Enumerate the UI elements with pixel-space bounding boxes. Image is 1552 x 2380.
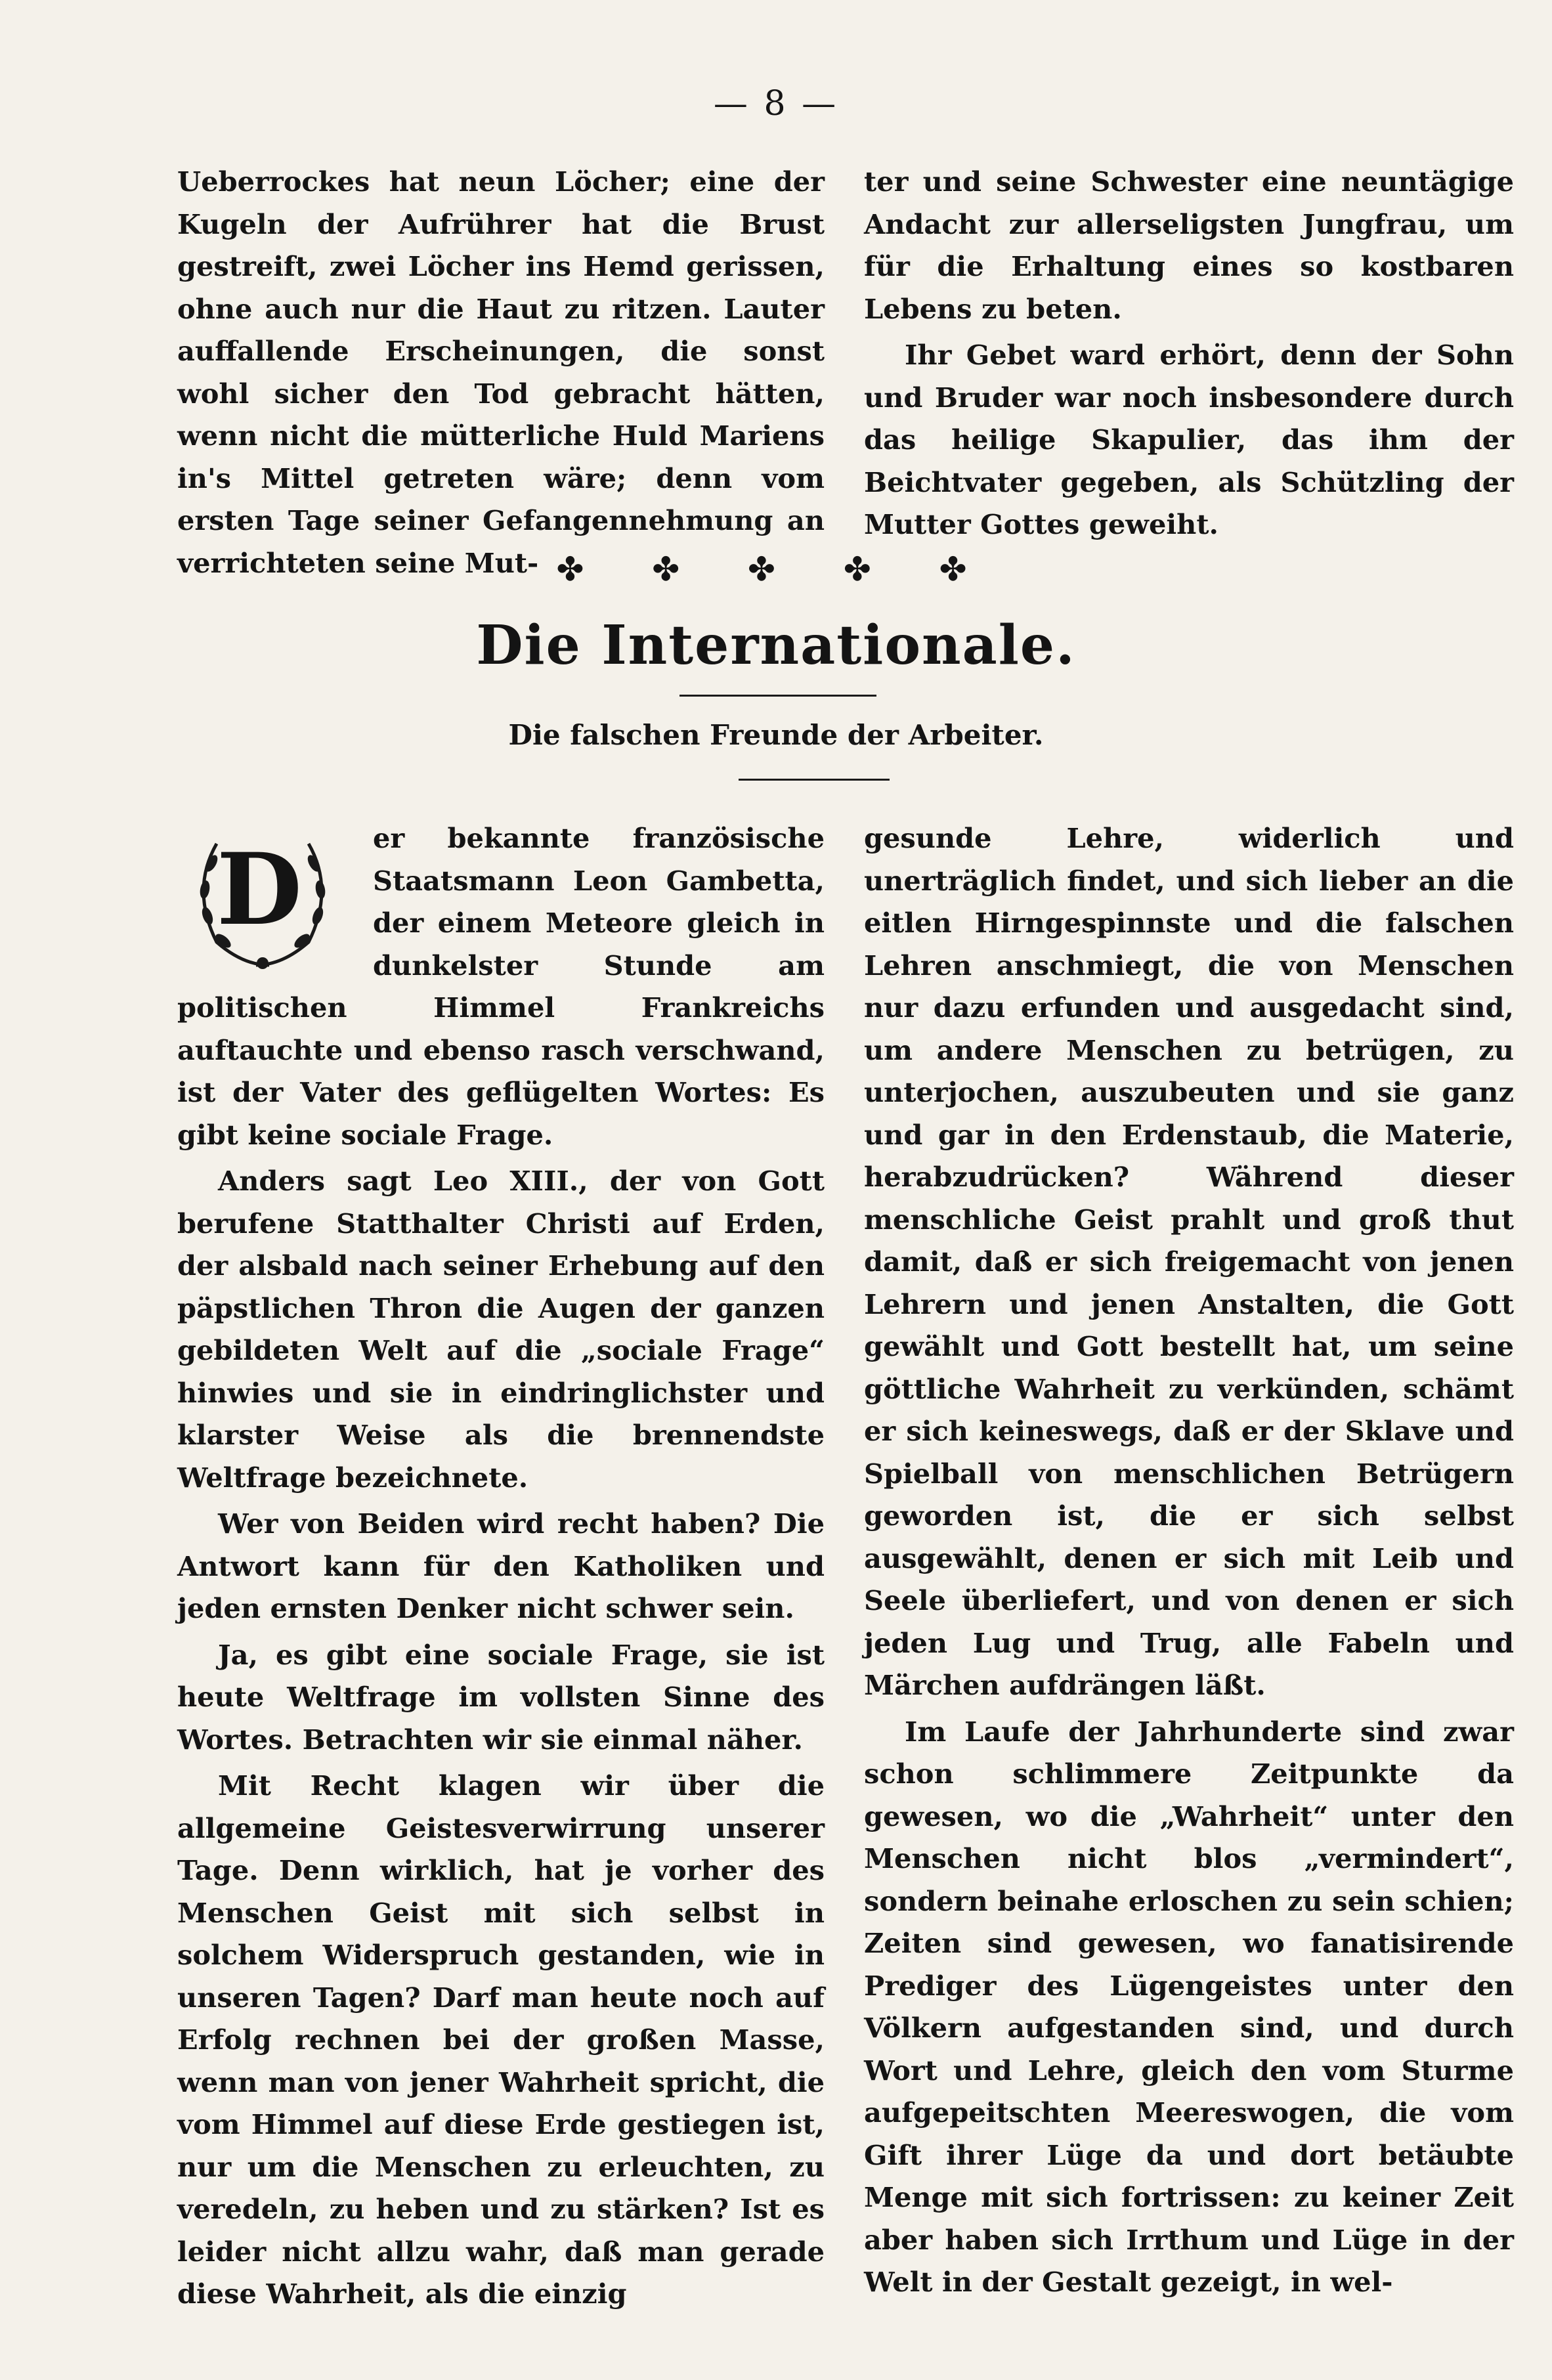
article-subtitle: Die falschen Freunde der Arbeiter.	[508, 719, 1044, 751]
paragraph: gesunde Lehre, widerlich und unerträglich findet, und sich lieber an die eitlen Hirngespinnste und die falschen Lehren anschmiegt, die von Menschen nur dazu erfunden und ausgedacht sind, um andere Menschen zu betrügen, zu unterjochen, auszubeuten und sie ganz und gar in den Erdenstaub, die Materie, herabzudrücken? Während dieser menschliche Geist prahlt und groß thut damit, daß er sich freigemacht von jenen Lehrern und jenen Anstalten, die Gott gewählt und Gott bestellt hat, um seine göttliche Wahrheit zu verkünden, schämt er sich keineswegs, daß er der Sklave und Spielball von menschlichen Betrügern geworden ist, die er sich selbst ausgewählt, denen er sich mit Leib und Seele überliefert, und von denen er sich jeden Lug und Trug, alle Fabeln und Märchen aufdrängen läßt.	[864, 822, 1514, 1701]
paragraph: Ja, es gibt eine sociale Frage, sie ist heute Weltfrage im vollsten Sinne des Wortes. Betrachten wir sie einmal näher.	[177, 1638, 825, 1756]
drop-cap	[177, 817, 368, 982]
paragraph: Mit Recht klagen wir über die allgemeine Geistesverwirrung unserer Tage. Denn wirklich, hat je vorher des Menschen Geist mit sich selbst in solchem Widerspruch gestanden, wie in unseren Tagen? Darf man heute noch auf Erfolg rechnen bei der großen Masse, wenn man von jener Wahrheit spricht, die vom Himmel auf diese Erde gestiegen ist, nur um die Menschen zu erleuchten, zu veredeln, zu heben und zu stärken? Ist es leider nicht allzu wahr, daß man gerade diese Wahrheit, als die einzig	[177, 1769, 825, 2310]
ornament-divider: ✤ ✤ ✤ ✤ ✤	[556, 550, 996, 588]
article-headline: Die Internationale.	[476, 614, 1076, 677]
paragraph: Anders sagt Leo XIII., der von Gott berufene Statthalter Christi auf Erden, der alsbald nach seiner Erhebung auf den päpstlichen Thron die Augen der ganzen gebildeten Welt auf die „sociale Frage“ hinwies und sie in eindringlichster und klarster Weise als die brennendste Weltfrage bezeichnete.	[177, 1165, 825, 1494]
top-right-column	[864, 161, 1514, 546]
paragraph: Wer von Beiden wird recht haben? Die Antwort kann für den Katholiken und jeden ernsten Denker nicht schwer sein.	[177, 1507, 825, 1624]
paragraph: er bekannte französische Staatsmann Leon Gambetta, der einem Meteore gleich in dunkelster Stunde am politischen Himmel Frankreichs auftauchte und ebenso rasch verschwand, ist der Vater des geflügelten Wortes: Es gibt keine sociale Frage.	[177, 822, 825, 1151]
paragraph: Ueberrockes hat neun Löcher; eine der Kugeln der Aufrührer hat die Brust gestreift, zwei Löcher ins Hemd gerissen, ohne auch nur die Haut zu ritzen. Lauter auffallende Erscheinungen, die sonst wohl sicher den Tod gebracht hätten, wenn nicht die mütterliche Huld Mariens in's Mittel getreten wäre; denn vom ersten Tage seiner Gefangennehmung an verrichteten seine Mut-	[177, 165, 825, 579]
drop-cap-letter: D	[216, 832, 303, 947]
paragraph: Ihr Gebet ward erhört, denn der Sohn und Bruder war noch insbesondere durch das heilige Skapulier, das ihm der Beichtvater gegeben, als Schützling der Mutter Gottes geweiht.	[864, 339, 1514, 540]
article-left-column	[177, 817, 825, 2316]
article-right-column	[864, 817, 1514, 2304]
headline-rule	[679, 695, 876, 697]
paragraph: ter und seine Schwester eine neuntägige Andacht zur allerseligsten Jungfrau, um für die Erhaltung eines so kostbaren Lebens zu beten.	[864, 165, 1514, 325]
paragraph: Im Laufe der Jahrhunderte sind zwar schon schlimmere Zeitpunkte da gewesen, wo die „Wahrheit“ unter den Menschen nicht blos „vermindert“, sondern beinahe erloschen zu sein schien; Zeiten sind gewesen, wo fanatisirende Prediger des Lügengeistes unter den Völkern aufgestanden sind, und durch Wort und Lehre, gleich den vom Sturme aufgepeitschten Meereswogen, die vom Gift ihrer Lüge da und dort betäubte Menge mit sich fortrissen: zu keiner Zeit aber haben sich Irrthum und Lüge in der Welt in der Gestalt gezeigt, in wel-	[864, 1715, 1514, 2298]
page-number: — 8 —	[713, 84, 839, 123]
top-left-column	[177, 161, 825, 584]
subtitle-rule	[739, 779, 890, 781]
